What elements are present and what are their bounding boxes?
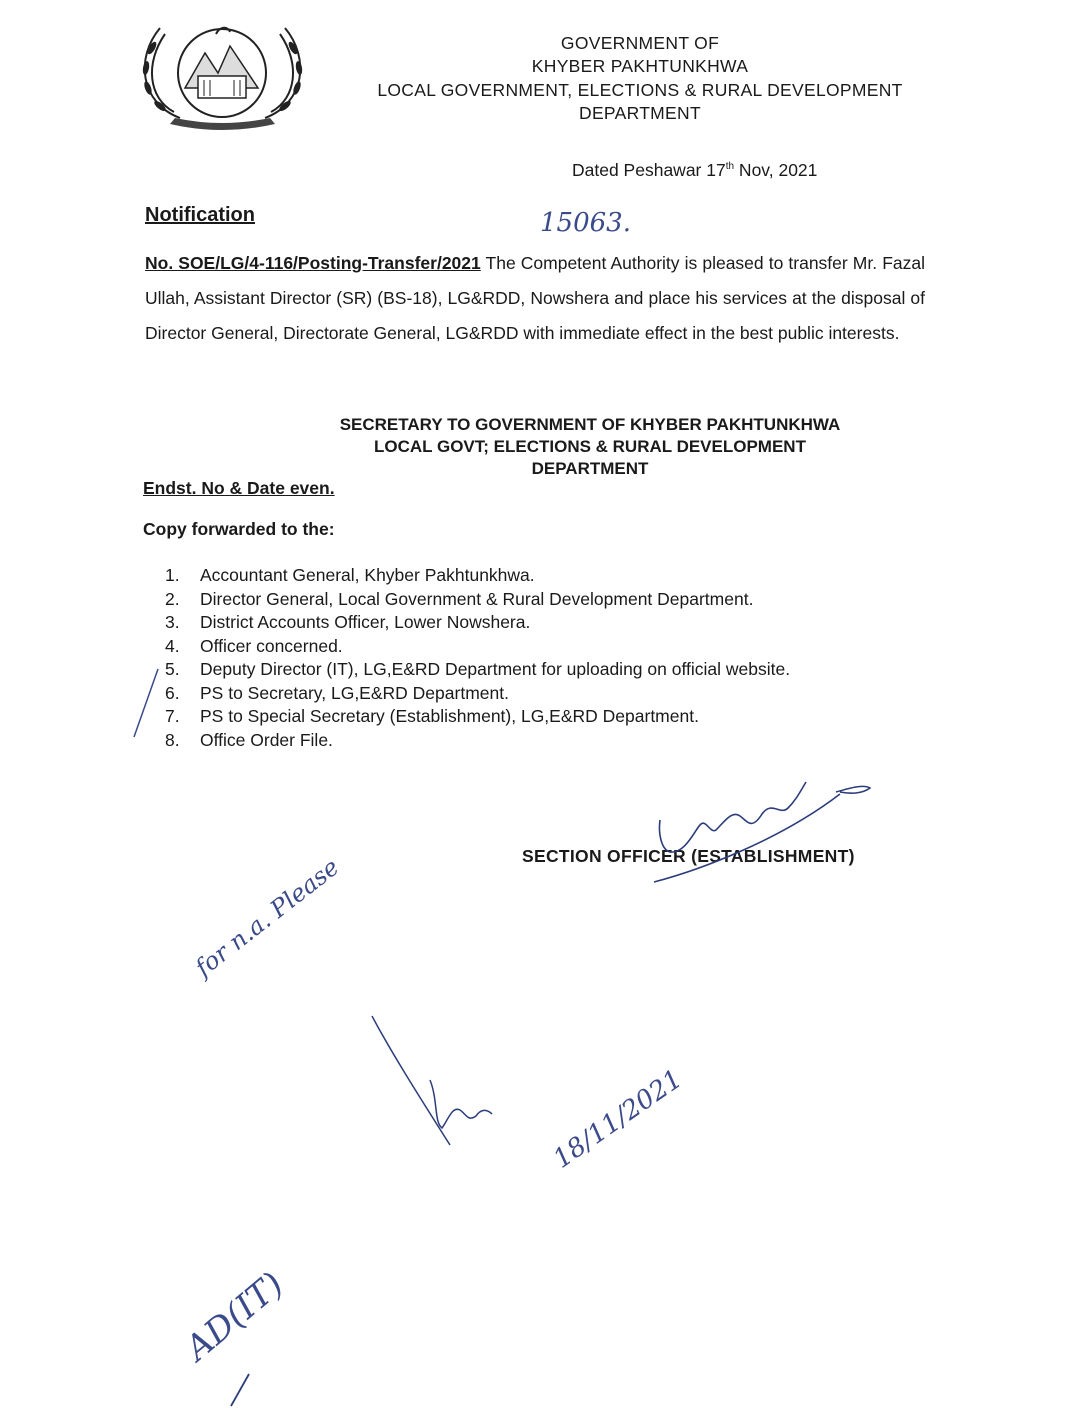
secretary-dept: LOCAL GOVT; ELECTIONS & RURAL DEVELOPMENT (374, 437, 806, 456)
secretary-title: SECRETARY TO GOVERNMENT OF KHYBER PAKHTUNKHWA (339, 415, 841, 434)
header-department-suffix: DEPARTMENT (579, 103, 701, 123)
list-item: 7. PS to Special Secretary (Establishment), LG,E&RD Department. (165, 706, 699, 726)
kp-emblem-icon (130, 18, 315, 136)
header-government: GOVERNMENT OF (560, 33, 720, 53)
handwritten-stroke (225, 1372, 255, 1408)
dated-line: Dated Peshawar 17th Nov, 2021 (572, 160, 818, 180)
copy-forwarded-heading: Copy forwarded to the: (143, 519, 335, 539)
endorsement-line: Endst. No & Date even. (143, 478, 335, 498)
handwritten-diary-number: 15063. (540, 208, 631, 238)
list-item: 8. Office Order File. (165, 729, 333, 750)
handwritten-ad-it: AD(IT) (178, 1264, 292, 1369)
notification-body: No. SOE/LG/4-116/Posting-Transfer/2021 The Competent Authority is pleased to transfer Mr. Fazal Ullah, Assistant Director (SR) (BS-18), LG&RDD, Nowshera and place his services at the disposal of Director General, Directorate General, LG&RDD with immediate effect in the best public interests. (145, 253, 925, 343)
officer-signature (640, 770, 880, 890)
header-province: KHYBER PAKHTUNKHWA (531, 56, 749, 76)
handwritten-note: for n.a. Please (190, 852, 345, 983)
header-department: LOCAL GOVERNMENT, ELECTIONS & RURAL DEVELOPMENT (377, 80, 903, 100)
notification-title: Notification (145, 204, 255, 226)
recipient-list (165, 564, 790, 752)
signatory-title: SECTION OFFICER (ESTABLISHMENT) (522, 846, 855, 866)
handwritten-initial-signature (360, 1010, 520, 1160)
secretary-dept-suffix: DEPARTMENT (531, 459, 649, 478)
list-item: 3. District Accounts Officer, Lower Nowshera. (165, 612, 531, 632)
list-item: 1. Accountant General, Khyber Pakhtunkhwa. (165, 565, 535, 585)
list-item: 6. PS to Secretary, LG,E&RD Department. (165, 682, 509, 703)
list-item: 4. Officer concerned. (165, 635, 343, 656)
list-item: 5. Deputy Director (IT), LG,E&RD Department for uploading on official website. (165, 659, 791, 679)
handwritten-date: 18/11/2021 (548, 1064, 688, 1175)
list-item: 2. Director General, Local Government & Rural Development Department. (165, 588, 754, 609)
notification-reference: No. SOE/LG/4-116/Posting-Transfer/2021 (145, 253, 481, 273)
handwritten-tick-mark (130, 665, 170, 745)
